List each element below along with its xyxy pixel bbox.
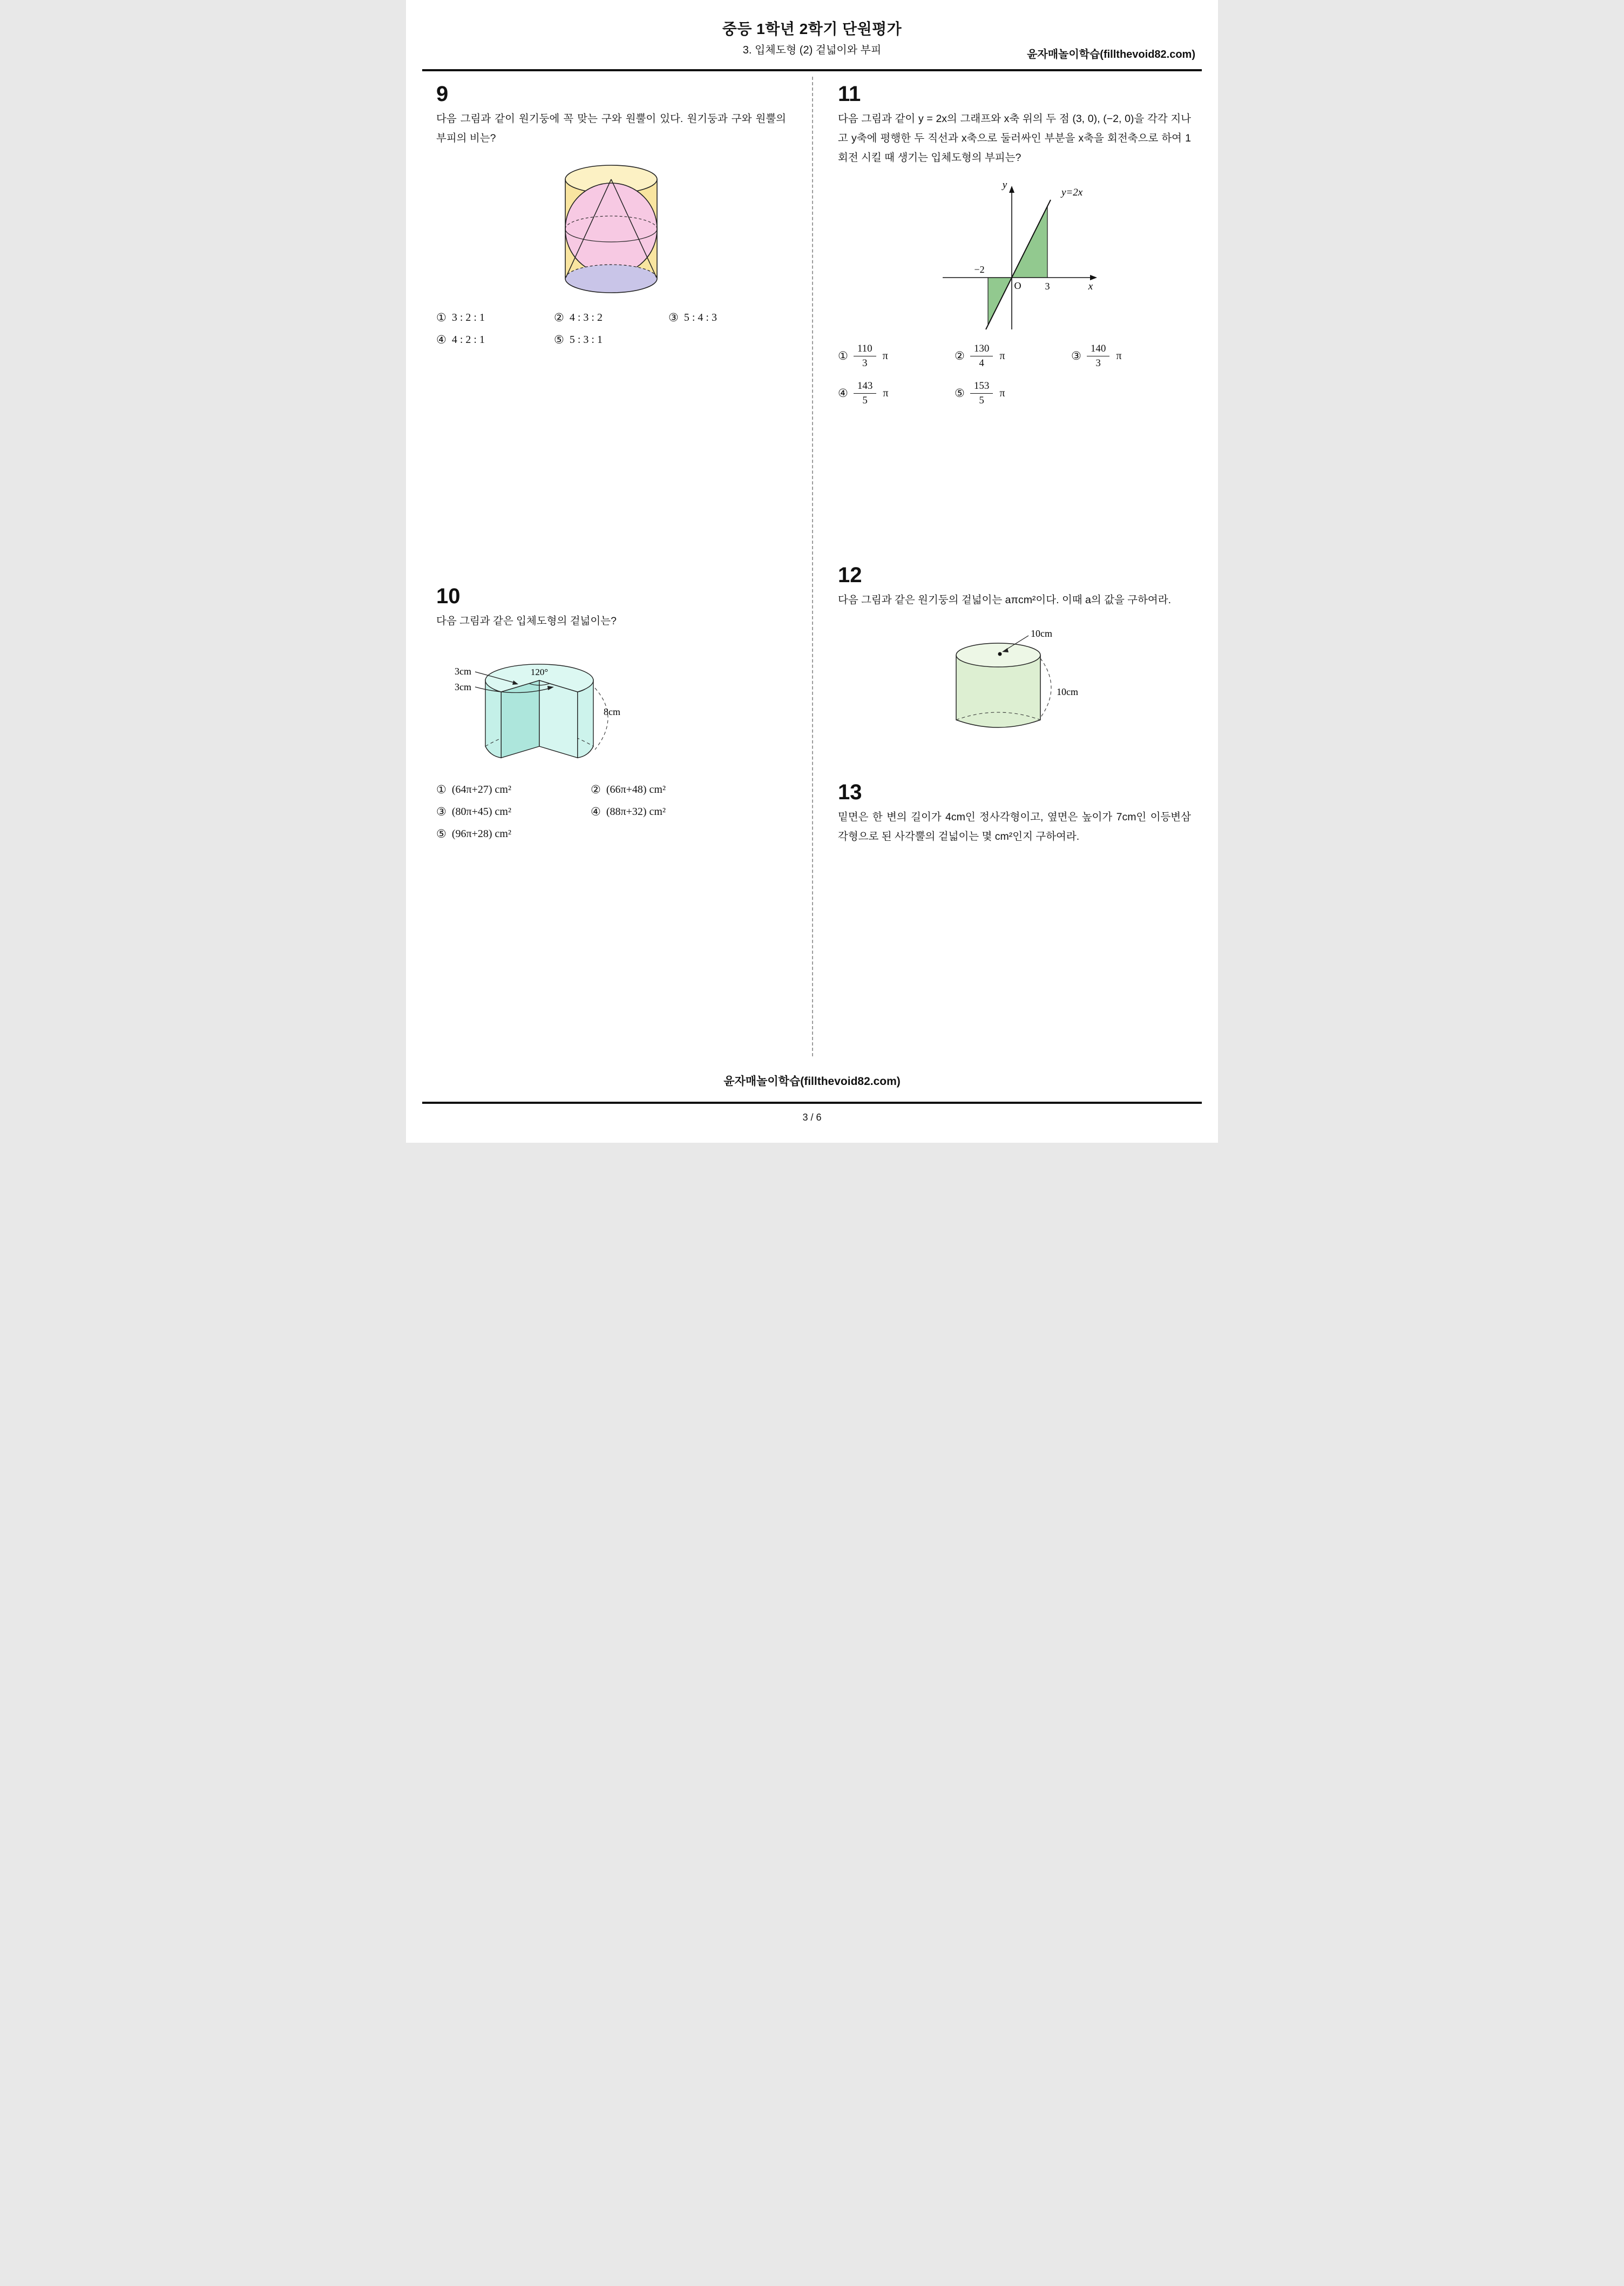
problem-number: 11 — [838, 82, 861, 106]
choice-option — [436, 311, 554, 325]
label-radius-3cm-1: 3cm — [455, 666, 471, 677]
fraction-numerator: 130 — [970, 343, 993, 356]
brand-header: 윤자매놀이학습(fillthevoid82.com) — [1027, 49, 1195, 60]
fraction-denominator: 3 — [862, 358, 868, 369]
figure-graph-y-equals-2x — [925, 175, 1104, 334]
problem-text: 밑면은 한 변의 길이가 4cm인 정사각형이고, 옆면은 높이가 7cm인 이등변삼각형으로 된 사각뿔의 겉넓이는 몇 cm²인지 구하여라. — [838, 811, 1191, 842]
figure-12-container — [838, 617, 1191, 747]
choice-option — [838, 343, 955, 369]
page-number: 3 / 6 — [802, 1112, 822, 1123]
choice-marker: ⑤ — [436, 828, 446, 841]
choice-marker: ⑤ — [554, 334, 564, 347]
problem-number: 13 — [838, 780, 862, 804]
choice-text: 5 : 3 : 1 — [569, 334, 603, 346]
choice-option — [591, 783, 786, 797]
choice-text: (64π+27) cm² — [451, 784, 511, 796]
left-column — [436, 82, 786, 841]
choice-text: (88π+32) cm² — [606, 806, 666, 818]
choice-option — [436, 827, 591, 841]
problem-text: 다음 그림과 같이 원기둥에 꼭 맞는 구와 원뿔이 있다. 원기둥과 구와 원뿔의 부피의 비는? — [436, 113, 786, 145]
right-column — [838, 82, 1191, 846]
center-dot — [998, 652, 1002, 656]
choice-fraction — [854, 343, 876, 369]
choice-option — [1071, 343, 1191, 369]
choice-text: (96π+28) cm² — [451, 828, 511, 840]
label-neg-two: −2 — [974, 264, 985, 275]
figure-10-container — [436, 638, 786, 774]
problem-number: 10 — [436, 584, 461, 609]
fraction-denominator: 4 — [979, 358, 984, 369]
choice-fraction — [970, 380, 993, 407]
choices-p11 — [838, 343, 1191, 406]
choice-option — [436, 805, 591, 819]
choice-marker: ③ — [436, 806, 446, 819]
column-divider — [812, 77, 813, 1056]
label-angle-120: 120° — [530, 667, 549, 678]
problem-text: 다음 그림과 같은 입체도형의 겉넓이는? — [436, 615, 617, 628]
problem-text: 다음 그림과 같은 원기둥의 겉넓이는 aπcm²이다. 이때 a의 값을 구하여라. — [838, 594, 1171, 606]
pi-symbol: π — [999, 387, 1005, 399]
choice-option — [554, 311, 668, 325]
problem-11 — [838, 82, 1191, 407]
page-subtitle: 3. 입체도형 (2) 겉넓이와 부피 — [742, 44, 882, 56]
choices-p9 — [436, 311, 786, 347]
header-rule — [422, 69, 1202, 71]
worksheet-page — [406, 0, 1218, 1143]
choice-text: 4 : 2 : 1 — [451, 334, 485, 346]
choices-p10 — [436, 783, 786, 841]
choice-marker: ② — [554, 312, 564, 325]
choice-marker: ① — [436, 784, 446, 797]
choice-marker: ① — [436, 312, 446, 325]
choice-fraction — [970, 343, 993, 369]
label-height-10cm: 10cm — [1057, 686, 1078, 697]
choice-option — [436, 783, 591, 797]
choice-fraction — [854, 380, 877, 407]
content-columns — [406, 77, 1218, 1056]
fraction-numerator: 153 — [970, 380, 993, 394]
choice-text: 4 : 3 : 2 — [569, 312, 603, 324]
choice-marker: ③ — [1071, 350, 1081, 363]
figure-cut-cylinder — [450, 638, 639, 774]
choice-marker: ② — [591, 784, 601, 797]
choice-option — [591, 805, 786, 819]
figure-cylinder-sphere-cone — [549, 156, 673, 302]
fraction-denominator: 5 — [979, 394, 984, 406]
fraction-denominator: 3 — [1095, 358, 1101, 369]
choice-fraction — [1087, 343, 1110, 369]
pi-symbol: π — [999, 350, 1005, 362]
pi-symbol: π — [883, 387, 889, 399]
choice-marker: ⑤ — [955, 387, 965, 400]
problem-text: 다음 그림과 같이 y = 2x의 그래프와 x축 위의 두 점 (3, 0), (−2, 0)을 각각 지나고 y축에 평행한 두 직선과 x축으로 둘러싸인 부분을 x축을 회전축으로 하여 1 회전 시킬 때 생기는 입체도형의 부피는? — [838, 113, 1191, 164]
figure-9-container — [436, 156, 786, 302]
choice-text: 3 : 2 : 1 — [451, 312, 485, 324]
choice-option — [436, 333, 554, 347]
fraction-denominator: 5 — [862, 394, 868, 406]
label-radius-3cm-2: 3cm — [455, 682, 471, 693]
fraction-numerator: 143 — [854, 380, 877, 394]
choice-option — [955, 380, 1071, 407]
problem-12 — [838, 563, 1191, 747]
fraction-numerator: 140 — [1087, 343, 1110, 356]
choice-marker: ④ — [436, 334, 446, 347]
choice-marker: ④ — [838, 387, 848, 400]
choice-option — [838, 380, 955, 407]
page-title: 중등 1학년 2학기 단원평가 — [722, 21, 902, 37]
choice-text: 5 : 4 : 3 — [684, 312, 717, 324]
choice-marker: ① — [838, 350, 848, 363]
label-line-equation: y=2x — [1061, 187, 1083, 199]
label-height-8cm: 8cm — [604, 706, 620, 718]
pi-symbol: π — [1116, 350, 1122, 362]
problem-number: 9 — [436, 82, 449, 106]
choice-text: (66π+48) cm² — [606, 784, 666, 796]
choice-marker: ③ — [668, 312, 679, 325]
label-y-axis: y — [1002, 179, 1007, 191]
choice-option — [554, 333, 668, 347]
choice-marker: ④ — [591, 806, 601, 819]
footer-rule — [422, 1102, 1202, 1104]
label-x-axis: x — [1088, 281, 1093, 293]
pi-symbol: π — [882, 350, 888, 362]
figure-green-cylinder — [928, 617, 1101, 747]
figure-11-container — [838, 175, 1191, 334]
fraction-numerator: 110 — [854, 343, 876, 356]
label-radius-10cm: 10cm — [1031, 628, 1052, 639]
problem-10 — [436, 584, 786, 841]
sphere-shape — [565, 183, 657, 275]
choice-option — [955, 343, 1071, 369]
choice-marker: ② — [955, 350, 965, 363]
label-origin: O — [1014, 280, 1021, 292]
problem-13 — [838, 780, 1191, 846]
problem-9 — [436, 82, 786, 347]
brand-footer: 윤자매놀이학습(fillthevoid82.com) — [723, 1075, 901, 1088]
choice-text: (80π+45) cm² — [451, 806, 511, 818]
choice-option — [668, 311, 786, 325]
label-three: 3 — [1045, 281, 1050, 292]
problem-number: 12 — [838, 563, 862, 587]
